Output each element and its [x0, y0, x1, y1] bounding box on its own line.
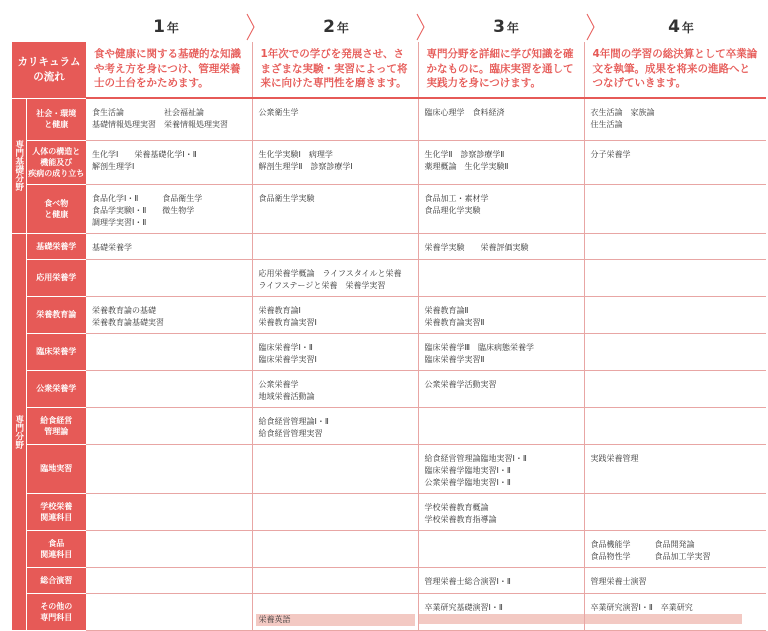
- highlight-bar: [585, 614, 743, 624]
- course-name: 栄養教育論基礎実習: [92, 317, 164, 327]
- course-name: 分子栄養学: [590, 149, 631, 159]
- course-name: 解剖生理学Ⅱ 診察診療学Ⅰ: [258, 161, 353, 171]
- course-cell-year-1: [86, 296, 252, 333]
- course-cell-year-4: [584, 333, 766, 370]
- year-header: [86, 12, 766, 42]
- flow-text-year-3: 専門分野を詳細に学び知識を確かなものに。臨床実習を通して実践力を身につけます。: [418, 42, 584, 98]
- course-cell-year-4: [584, 259, 766, 296]
- course-cell-year-2: [252, 98, 418, 140]
- course-cell-year-4: [584, 98, 766, 140]
- course-name: 栄養教育論の基礎: [92, 305, 156, 315]
- course-cell-year-4: [584, 567, 766, 593]
- course-name: 生化学Ⅰ 栄養基礎化学Ⅰ・Ⅱ: [92, 149, 197, 159]
- course-name: 住生活論: [590, 120, 623, 129]
- course-cell-year-3: [418, 333, 584, 370]
- category-label: 総合演習: [26, 567, 86, 593]
- year-1-label: 1 年: [153, 17, 179, 37]
- course-cell-year-3: [418, 184, 584, 233]
- course-row: [12, 259, 766, 296]
- course-name: 公衆栄養学活動実習: [424, 379, 497, 389]
- course-name: 栄養教育論Ⅰ: [258, 305, 301, 315]
- course-cell-year-2: [252, 493, 418, 530]
- course-row: [12, 140, 766, 184]
- flow-text-year-1: 食や健康に関する基礎的な知識や考え方を身につけ、管理栄養士の土台をかためます。: [86, 42, 252, 98]
- course-cell-year-1: [86, 333, 252, 370]
- course-name: 食品理化学実験: [424, 205, 481, 215]
- year-2-label: 2 年: [323, 17, 349, 37]
- category-label: 食品 関連科目: [26, 530, 86, 567]
- course-cell-year-4: [584, 493, 766, 530]
- course-name: 管理栄養士総合演習Ⅰ・Ⅱ: [424, 576, 511, 586]
- course-cell-year-1: [86, 184, 252, 233]
- course-name: 公衆栄養学: [258, 379, 299, 389]
- course-name: 解剖生理学Ⅰ: [92, 161, 135, 171]
- category-label: 応用栄養学: [26, 259, 86, 296]
- course-cell-year-4: [584, 140, 766, 184]
- section-basic-label: 専門基礎分野: [12, 98, 26, 233]
- course-cell-year-3: [418, 233, 584, 259]
- course-name: 卒業研究演習Ⅰ・Ⅱ 卒業研究: [590, 602, 693, 612]
- course-cell-year-1: [86, 593, 252, 630]
- category-label: 給食経営 管理論: [26, 407, 86, 444]
- course-row: [12, 444, 766, 493]
- course-name: 食品機能学 食品開発論: [590, 539, 695, 549]
- course-name: 臨床心理学 食料経済: [424, 108, 505, 117]
- course-name: 給食経営管理論臨地実習Ⅰ・Ⅱ: [424, 453, 527, 463]
- category-label: 人体の構造と 機能及び 疾病の成り立ち: [26, 140, 86, 184]
- course-row: [12, 493, 766, 530]
- course-cell-year-4: [584, 407, 766, 444]
- course-cell-year-2: [252, 567, 418, 593]
- course-cell-year-2: [252, 407, 418, 444]
- course-cell-year-4: [584, 370, 766, 407]
- course-cell-year-4: [584, 530, 766, 567]
- course-name: 臨床栄養学実習Ⅱ: [424, 354, 485, 364]
- course-name: 食品衛生学実験: [258, 193, 315, 203]
- flow-text-year-2: 1年次での学びを発展させ、さまざまな実験・実習によって将来に向けた専門性を磨きます。: [252, 42, 418, 98]
- course-cell-year-3: [418, 407, 584, 444]
- course-cell-year-1: [86, 370, 252, 407]
- course-name: 生化学実験Ⅰ 病理学: [258, 149, 333, 159]
- course-row: [12, 98, 766, 140]
- course-row: [12, 593, 766, 630]
- chevron-right-icon: [416, 12, 426, 42]
- course-cell-year-3: [418, 567, 584, 593]
- course-name: 臨床栄養学Ⅲ 臨床病態栄養学: [424, 342, 535, 352]
- course-cell-year-2: [252, 333, 418, 370]
- course-name: 食生活論 社会福祉論: [92, 108, 204, 117]
- course-name: 栄養教育論実習Ⅱ: [424, 317, 485, 327]
- course-row: [12, 333, 766, 370]
- course-row: [12, 233, 766, 259]
- course-cell-year-3: [418, 593, 584, 630]
- course-cell-year-2: [252, 233, 418, 259]
- course-cell-year-1: [86, 493, 252, 530]
- course-row: [12, 530, 766, 567]
- course-name: 応用栄養学概論 ライフスタイルと栄養: [258, 268, 402, 278]
- course-name: 給食経営管理論Ⅰ・Ⅱ: [258, 416, 329, 426]
- course-cell-year-2: [252, 296, 418, 333]
- course-name: 栄養教育論Ⅱ: [424, 305, 469, 315]
- flow-label: カリキュラム の流れ: [12, 42, 86, 98]
- course-name: 基礎栄養学: [92, 242, 132, 252]
- category-label: 食べ物 と健康: [26, 184, 86, 233]
- course-cell-year-3: [418, 98, 584, 140]
- course-cell-year-2: [252, 444, 418, 493]
- course-name: 食品加工・素材学: [424, 193, 489, 203]
- course-cell-year-3: [418, 493, 584, 530]
- course-name: 地域栄養活動論: [258, 391, 315, 401]
- course-row: [12, 407, 766, 444]
- highlighted-course: 栄養英語: [259, 614, 412, 626]
- course-cell-year-2: [252, 593, 418, 630]
- course-row: [12, 296, 766, 333]
- course-name: 臨床栄養学実習Ⅰ: [258, 354, 317, 364]
- flow-row: [12, 42, 766, 98]
- course-cell-year-1: [86, 259, 252, 296]
- course-cell-year-2: [252, 184, 418, 233]
- category-label: 臨地実習: [26, 444, 86, 493]
- course-cell-year-4: [584, 184, 766, 233]
- course-cell-year-1: [86, 98, 252, 140]
- course-name: 食品化学Ⅰ・Ⅱ 食品衛生学: [92, 193, 203, 203]
- course-cell-year-1: [86, 233, 252, 259]
- course-name: 給食経営管理実習: [258, 428, 323, 438]
- course-cell-year-1: [86, 444, 252, 493]
- flow-text-year-4: 4年間の学習の総決算として卒業論文を執筆。成果を将来の進路へとつなげていきます。: [584, 42, 766, 98]
- course-name: 臨床栄養学Ⅰ・Ⅱ: [258, 342, 313, 352]
- course-name: 実践栄養管理: [590, 453, 639, 463]
- highlight-bar: [419, 614, 584, 624]
- category-label: 社会・環境 と健康: [26, 98, 86, 140]
- course-cell-year-3: [418, 370, 584, 407]
- course-row: [12, 370, 766, 407]
- course-cell-year-4: [584, 296, 766, 333]
- year-4-label: 4 年: [668, 17, 694, 37]
- course-cell-year-2: [252, 140, 418, 184]
- course-name: 学校栄養教育指導論: [424, 514, 497, 524]
- course-name: 栄養教育論実習Ⅰ: [258, 317, 317, 327]
- category-label: 臨床栄養学: [26, 333, 86, 370]
- course-cell-year-4: [584, 233, 766, 259]
- course-name: 公衆衛生学: [258, 108, 299, 117]
- chevron-right-icon: [586, 12, 596, 42]
- course-name: 基礎情報処理実習 栄養情報処理実習: [92, 120, 228, 129]
- section-special-label: 専門分野: [12, 233, 26, 630]
- course-name: 薬理概論 生化学実験Ⅱ: [424, 161, 509, 171]
- course-cell-year-2: [252, 530, 418, 567]
- category-label: 公衆栄養学: [26, 370, 86, 407]
- course-cell-year-1: [86, 140, 252, 184]
- course-row: [12, 184, 766, 233]
- course-cell-year-3: [418, 296, 584, 333]
- course-name: 管理栄養士演習: [590, 576, 647, 586]
- course-name: 食品物性学 食品加工学実習: [590, 551, 711, 561]
- category-label: 基礎栄養学: [26, 233, 86, 259]
- curriculum-grid: [12, 42, 766, 631]
- course-cell-year-3: [418, 530, 584, 567]
- year-3-label: 3 年: [493, 17, 519, 37]
- course-name: 栄養学実験 栄養評価実験: [424, 242, 529, 252]
- category-label: 学校栄養 関連科目: [26, 493, 86, 530]
- course-name: 生化学Ⅱ 診察診療学Ⅱ: [424, 149, 505, 159]
- course-cell-year-4: [584, 444, 766, 493]
- chevron-right-icon: [246, 12, 256, 42]
- course-cell-year-1: [86, 407, 252, 444]
- course-name: ライフステージと栄養 栄養学実習: [258, 280, 386, 290]
- course-name: 食品学実験Ⅰ・Ⅱ 微生物学: [92, 205, 195, 215]
- course-name: 調理学実習Ⅰ・Ⅱ: [92, 217, 147, 227]
- course-cell-year-1: [86, 567, 252, 593]
- course-cell-year-1: [86, 530, 252, 567]
- course-cell-year-3: [418, 259, 584, 296]
- course-cell-year-3: [418, 140, 584, 184]
- category-label: 栄養教育論: [26, 296, 86, 333]
- course-cell-year-4: [584, 593, 766, 630]
- course-cell-year-2: [252, 259, 418, 296]
- course-cell-year-2: [252, 370, 418, 407]
- course-cell-year-3: [418, 444, 584, 493]
- course-name: 臨床栄養学臨地実習Ⅰ・Ⅱ: [424, 465, 511, 475]
- course-name: 衣生活論 家族論: [590, 108, 655, 117]
- course-name: 学校栄養教育概論: [424, 502, 489, 512]
- course-name: 卒業研究基礎演習Ⅰ・Ⅱ: [424, 602, 503, 612]
- course-row: [12, 567, 766, 593]
- category-label: その他の 専門科目: [26, 593, 86, 630]
- course-name: 公衆栄養学臨地実習Ⅰ・Ⅱ: [424, 477, 511, 487]
